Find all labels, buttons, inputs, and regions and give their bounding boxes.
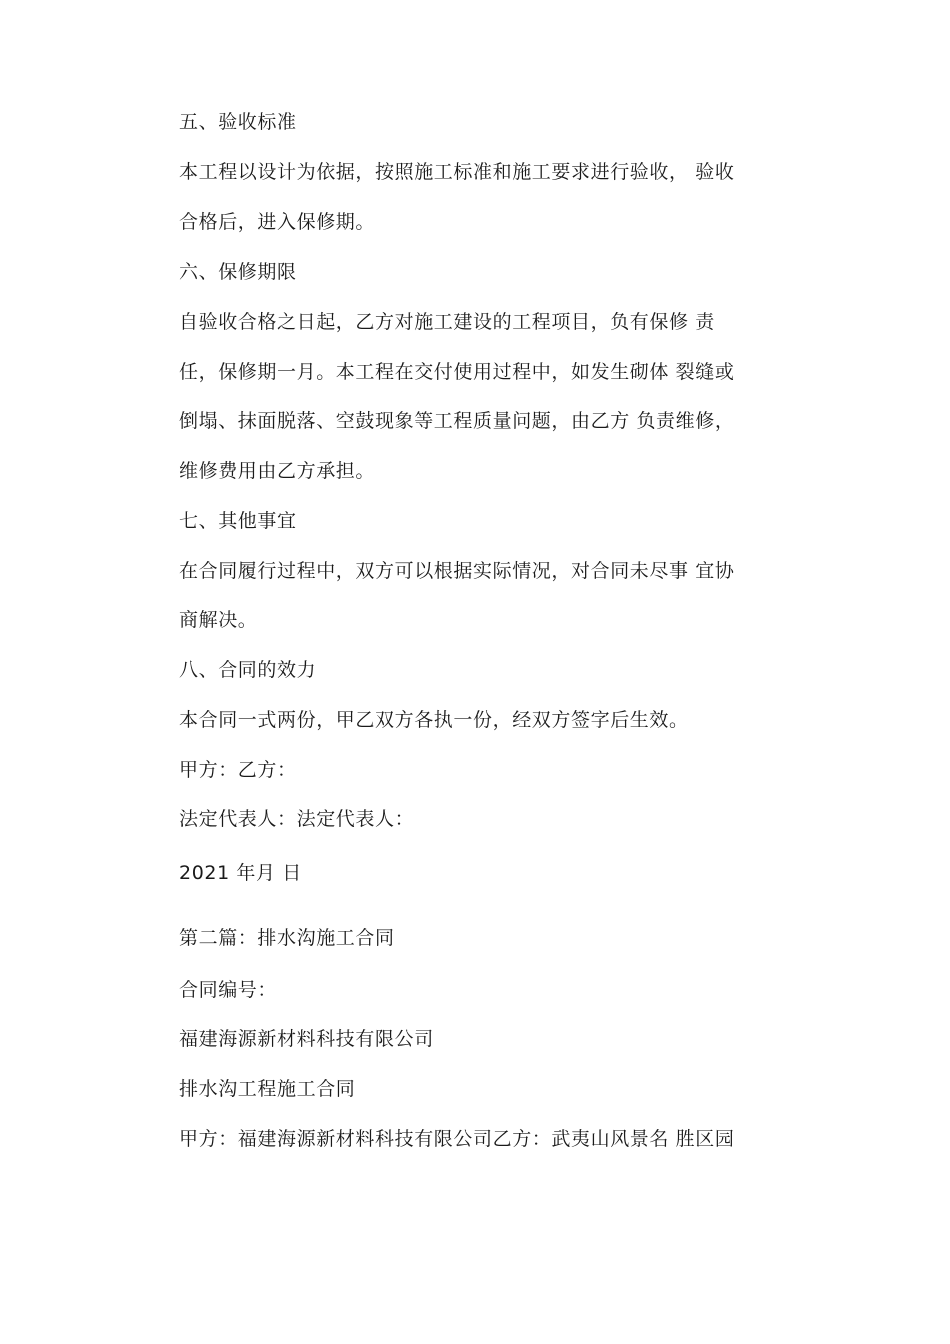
section-heading-other: 七、其他事宜 [179, 510, 297, 532]
paragraph-line: 自验收合格之日起，乙方对施工建设的工程项目，负有保修 责 [179, 311, 715, 333]
signature-parties: 甲方：乙方： [179, 759, 297, 781]
section-heading-warranty: 六、保修期限 [179, 261, 297, 283]
contract-number-label: 合同编号： [179, 979, 278, 1001]
paragraph-line: 本工程以设计为依据，按照施工标准和施工要求进行验收， 验收 [179, 161, 735, 183]
signature-date: 2021 年月 日 [179, 862, 302, 884]
paragraph-line: 维修费用由乙方承担。 [179, 460, 376, 482]
company-name: 福建海源新材料科技有限公司 [179, 1028, 434, 1050]
paragraph-line: 任，保修期一月。本工程在交付使用过程中，如发生砌体 裂缝或 [179, 361, 735, 383]
contract-parties-line: 甲方：福建海源新材料科技有限公司乙方：武夷山风景名 胜区园 [179, 1128, 735, 1150]
signature-representatives: 法定代表人：法定代表人： [179, 808, 415, 830]
contract-name: 排水沟工程施工合同 [179, 1078, 356, 1100]
paragraph-line: 在合同履行过程中，双方可以根据实际情况，对合同未尽事 宜协 [179, 560, 735, 582]
section-heading-validity: 八、合同的效力 [179, 659, 317, 681]
part-two-title: 第二篇：排水沟施工合同 [179, 927, 395, 949]
paragraph-line: 合格后，进入保修期。 [179, 211, 376, 233]
paragraph-line: 倒塌、抹面脱落、空鼓现象等工程质量问题，由乙方 负责维修， [179, 410, 735, 432]
paragraph-line: 商解决。 [179, 609, 258, 631]
paragraph-line: 本合同一式两份，甲乙双方各执一份，经双方签字后生效。 [179, 709, 689, 731]
section-heading-acceptance: 五、验收标准 [179, 111, 297, 133]
